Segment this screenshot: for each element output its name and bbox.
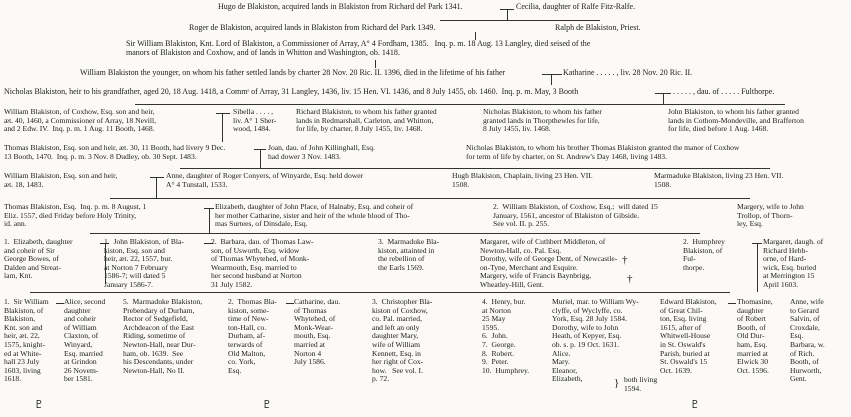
- daughters-muriel-group: Muriel, mar. to William Wy- clyffe, of Wyclyffe, co. York, Esq. 28 July 1584. Dorothy, wife to John Heath, of Kepyer, Esq. ob. s. p. 19 Oct. 1631. Alice. Mary. Eleanor, Elizabeth,: [552, 297, 639, 384]
- john-blakiston-1557: 1. John Blakiston, of Bla- kiston, Esq. son and heir, æt. 22, 1557, bur. at Norton 7 February 1586-7; will dated 5 January 1586-7.: [104, 237, 184, 289]
- catharine-whytehed: Catharine, dau. of Thomas Whytehed, of Monk-Wear- mouth, Esq. married at Norton 4 July 1586.: [294, 297, 341, 367]
- richard-blakiston: Richard Blakiston, to whom his father granted lands in Redmarshall, Carleton, and Whitton, for life, by charter, 8 July 1455, liv. 1468.: [296, 107, 437, 134]
- margaret-hebborne: Margaret, daugh. of Richard Hebb- orne, of Hard- wick, Esq. buried at Merrington 15 April 1603.: [763, 237, 824, 289]
- descent-line: [209, 209, 210, 233]
- both-living-note: both living 1594.: [624, 375, 658, 393]
- descent-line: [507, 10, 508, 20]
- sibling-line: [135, 104, 785, 105]
- joan-killinghall: Joan, dau. of John Killinghall, Esq. had dower 3 Nov. 1483.: [268, 143, 375, 161]
- continuation-mark-icon: ♇: [34, 399, 44, 411]
- hugh-blakiston-chaplain: Hugh Blakiston, Chaplain, living 23 Hen. VII. 1508.: [452, 171, 593, 189]
- descent-line: [375, 60, 376, 68]
- marriage-line: [56, 303, 64, 304]
- sir-william-blakiston-1603: 1. Sir William Blakiston, of Blakiston, Knt. son and heir, æt. 22, 1575, knight- ed at White- hall 23 July 1603, living 1618.: [4, 297, 49, 384]
- william-blakiston-coxhow: William Blakiston, of Coxhow, Esq. son and heir, æt. 40, 1460, a Commissioner of Array, 18 Nevill, and 2 Edw. IV. Inq. p. m. 1 Aug. 11 Booth, 1468.: [4, 107, 157, 134]
- younger-sons-list: 4. Henry, bur. at Norton 25 May 1595. 6. John. 7. George. 8. Robert. 9. Peter. 10. Humphrey.: [482, 297, 530, 375]
- nicholas-blakiston-thorpthewles: Nicholas Blakiston, to whom his father granted lands in Thorpthewles for life, 8 July 1455, liv. 1468.: [483, 107, 602, 134]
- cross-symbol: †: [627, 273, 633, 285]
- anne-conyers: Anne, daughter of Roger Conyers, of Winyarde, Esq. held dower A° 4 Tunstall, 1533.: [166, 171, 364, 189]
- marmaduke-blakiston-prebendary: 5. Marmaduke Blakiston, Prebendary of Durham, Rector of Sedgefield, Archdeacon of the East Riding, sometime of Newton-Hall, near Dur- ham, ob. 1639. See his Descendants, under Newton-Hall, No II.: [123, 297, 203, 375]
- marriage-line: [286, 303, 294, 304]
- marriage-line: [728, 303, 736, 304]
- daughters-margaret-dorothy-margery: Margaret, wife of Cuthbert Middleton, of Newton-Hall, co. Pal. Esq. Dorothy, wife of George Dent, of Newcastle- on-Tyne, Merchant and Esquire. Margery, wife of Francis Baynbrigg, Wheatley-Hill, Gent.: [480, 237, 618, 289]
- humphrey-blakiston-fulthorpe: 2. Humphrey Blakiston, of Ful- thorpe.: [683, 237, 725, 272]
- edward-blakiston-chilton: Edward Blakiston, of Great Chil- ton, Esq. living 1615, after of Whitwell-House in St. Oswald's Parish, buried at St. Oswald's 15 Oct. 1639.: [660, 297, 717, 375]
- marmaduke-blakiston-attainted: 3. Marmaduke Bla- kiston, attainted in the rebellion of the Earls 1569.: [378, 237, 440, 272]
- nicholas-wife-fulthorpe: . . . . . , dau. of . . . . . Fulthorpe.: [673, 87, 775, 96]
- alice-claxton: Alice, second daughter and coheir of William Claxton, of Winyard, Esq. married at Grindon 26 Novem- ber 1581.: [64, 297, 106, 384]
- barbara-lawson: 2. Barbara, dau. of Thomas Law- son, of Usworth, Esq. widow of Thomas Whytehed, of Monk- Wearmouth, Esq. married to her second husband at Norton 31 July 1582.: [211, 237, 314, 289]
- descent-line: [222, 114, 223, 142]
- bracket: }: [614, 377, 620, 389]
- margery-trollop: Margery, wife to John Trollop, of Thorn- ley, Esq.: [737, 202, 804, 229]
- cross-symbol: †: [622, 254, 628, 266]
- thomasine-booth: Thomasine, daughter of Robert Booth, of Old Dur- ham, Esq. married at Elwick 30 Oct. 1596.: [737, 297, 773, 375]
- sibling-line: [440, 20, 600, 21]
- thomas-blakiston-newton-hall: 2. Thomas Bla- kiston, some- time of New- ton-Hall, co. Durham, af- terwards of Old Malton, co. York, Esq.: [228, 297, 277, 375]
- katharine: Katharine . . . . . , liv. 28 Nov. 20 Ric. II.: [563, 68, 693, 77]
- sibling-line: [30, 292, 730, 293]
- sir-william-blakiston: Sir William Blakiston, Knt. Lord of Blakiston, a Commissioner of Array, A° 4 Fordham, 1385. Inq. p. m. 18 Aug. 13 Langley, died seised of the manors of Blakiston and Coxhow, and of lands in Whitton and Washington, ob. 1418.: [126, 39, 591, 57]
- marriage-line: [542, 74, 562, 75]
- sibella: Sibella . . . . , liv. A° 1 Sher- wood, 1484.: [233, 107, 277, 134]
- william-blakiston-gibside: 2. William Blakiston, of Coxhow, Esq.; will dated 15 January, 1561, ancestor of Blakiston of Gibside. See vol. II. p. 255.: [493, 202, 658, 229]
- marriage-line: [150, 177, 164, 178]
- roger-de-blakiston: Roger de Blakiston, acquired lands in Blakiston from Richard del Park 1349.: [189, 23, 436, 32]
- william-blakiston-1483: William Blakiston, Esq. son and heir, æt. 18, 1483.: [4, 171, 118, 189]
- nicholas-blakiston-coxhow-manor: Nicholas Blakiston, to whom his brother Thomas Blakiston granted the manor of Coxhow for term of life by charter, on St. Andrew's Day 1468, living 1483.: [466, 143, 740, 161]
- thomas-blakiston-1470: Thomas Blakiston, Esq. son and heir, æt. 30, 11 Booth, had livery 9 Dec. 13 Booth, 1470. Inq. p. m. 3 Nov. 8 Dudley, ob. 30 Sept. 1483.: [4, 143, 226, 161]
- thomas-blakiston-1557: Thomas Blakiston, Esq. Inq. p. m. 8 August, 1 Eliz. 1557, died Friday before Holy Trinity, id. ann.: [4, 202, 147, 229]
- sibling-line: [110, 198, 750, 199]
- descent-line: [663, 94, 664, 104]
- hugo-de-blakiston: Hugo de Blakiston, acquired lands in Blakiston from Richard del Park 1341.: [218, 2, 463, 11]
- christopher-blakiston-coxhow: 3. Christopher Bla- kiston of Coxhow, co. Pal. married, and left an only daughter Mary, wife of William Kennett, Esq. in her right of Cox- how. See vol. I. p. 72.: [372, 297, 433, 384]
- sibling-line: [90, 233, 700, 234]
- continuation-mark-icon: ♇: [262, 399, 272, 411]
- marmaduke-blakiston-1508: Marmaduke Blakiston, living 23 Hen. VII. 1508.: [654, 171, 784, 189]
- descent-line: [551, 75, 552, 85]
- cecilia-fitz-ralfe: Cecilia, daughter of Ralfe Fitz-Ralfe.: [516, 2, 636, 11]
- elizabeth-place: Elizabeth, daughter of John Place, of Halnaby, Esq. and coheir of her mother Catharine, sister and heir of the whole blood of Tho- mas Surtees, of Dinsdale, Esq.: [215, 202, 414, 229]
- william-blakiston-younger: William Blakiston the younger, on whom his father settled lands by charter 28 Nov. 20 Ric. II. 1396, died in the lifetime of his father: [80, 68, 506, 77]
- descent-line: [757, 244, 758, 292]
- marriage-line: [216, 113, 230, 114]
- continuation-mark-icon: ♇: [690, 399, 700, 411]
- nicholas-blakiston-heir: Nicholas Blakiston, heir to his grandfather, aged 20, 18 Aug. 1418, a Commʳ of Array, 31 Langley, 1436, liv. 15 Hen. VI. 1436, and 8 July 1455, ob. 1460. Inq. p. m. May, 3 Booth: [4, 87, 579, 96]
- ralph-de-blakiston: Ralph de Blakiston, Priest.: [555, 23, 641, 32]
- anne-and-barbara: Anne, wife to Gerard Salvin, of Croxdale, Esq. Barbara, w. of Rich. Booth, of Hurworth, Gent.: [790, 297, 825, 384]
- descent-line: [260, 150, 261, 168]
- descent-line: [105, 244, 106, 284]
- john-blakiston-brafferton: John Blakiston, to whom his father granted lands in Cothom-Mondeville, and Brafferton for life, died before 1 Aug. 1468.: [668, 107, 804, 134]
- elizabeth-bowes: 1. Elizabeth, daughter and coheir of Sir George Bowes, of Dalden and Streat- lam, Knt.: [4, 237, 73, 281]
- sibling-line: [180, 168, 770, 169]
- descent-line: [156, 178, 157, 198]
